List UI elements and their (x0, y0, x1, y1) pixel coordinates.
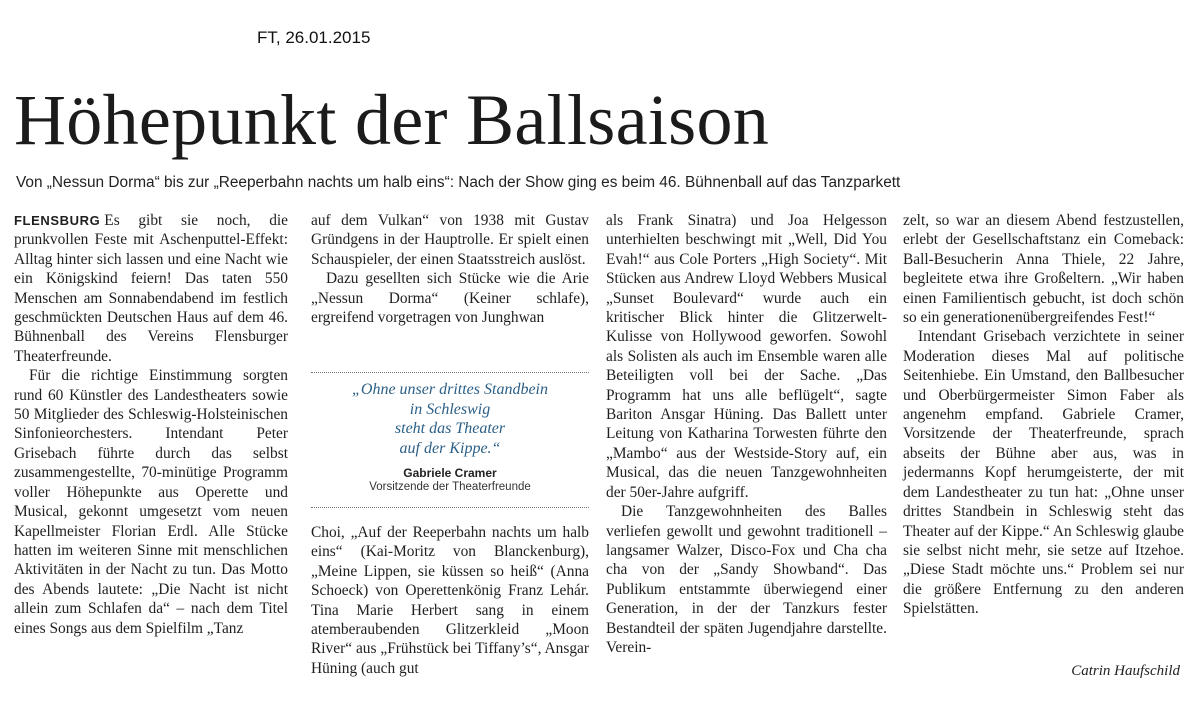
author-byline: Catrin Haufschild (1071, 663, 1180, 679)
quote-line: „Ohne unser drittes Standbein (352, 381, 548, 398)
paragraph (14, 211, 288, 366)
article-column-2 (311, 211, 589, 327)
source-date: FT, 26.01.2015 (257, 28, 371, 47)
paragraph: Intendant Grisebach verzichtete in seiner Moderation dieses Mal auf politische Seitenhiebe. Ein Umstand, den Ballbesucher und Oberbürgermeister Simon Faber als angenehm empfand. Gabriele Cramer, Vorsitzende der Theaterfreunde, sprach abseits der Bühne aber aus, was in jedermanns Kopf herumgeisterte, der mit dem Landestheater zu tun hat: „Ohne unser drittes Standbein in Schleswig steht das Theater auf der Kippe.“ An Schleswig glaube sie selbst nicht mehr, sie setze auf Itzehoe. „Diese Stadt möchte uns.“ Problem sei nur die größere Entfernung zu den anderen Spielstätten. (903, 328, 1184, 618)
paragraph: Dazu gesellten sich Stücke wie die Arie „Nessun Dorma“ (Keiner schlafe), ergreifend vorgetragen von Junghwan (311, 270, 589, 327)
pull-quote-author-role: Vorsitzende der Theaterfreunde (369, 481, 531, 493)
subheadline: Von „Nessun Dorma“ bis zur „Reeperbahn nachts um halb eins“: Nach der Show ging es beim 46. Bühnenball auf das Tanzparkett (16, 174, 901, 191)
article-column-4 (903, 211, 1184, 619)
paragraph: zelt, so war an diesem Abend festzustellen, erlebt der Gesellschaftstanz ein Comeback: Ball-Besucherin Anna Thiele, 22 Jahre, begleitete etwa ihre Großeltern. „Wir haben einen Familientisch gebucht, ist doch schön so ein generationenübergreifendes Fest!“ (903, 212, 1184, 327)
pull-quote-author: Gabriele Cramer (403, 466, 497, 480)
pull-quote-text (311, 380, 589, 458)
pull-quote (311, 372, 589, 508)
paragraph: Choi, „Auf der Reeperbahn nachts um halb eins“ (Kai-Moritz von Blanckenburg), „Meine Lippen, sie küssen so heiß“ (Anna Schoeck) von Operettenkönig Franz Lehár. Tina Marie Herbert sang in einem atemberaubenden Glitzerkleid „Moon River“ aus „Frühstück bei Tiffany’s“, Ansgar Hüning (auch gut (311, 524, 589, 677)
dateline: FLENSBURG (14, 213, 101, 228)
paragraph: als Frank Sinatra) und Joa Helgesson unterhielten beschwingt mit „Well, Did You Evah!“ aus Cole Porters „High Society“. Mit Stücken aus Andrew Lloyd Webbers Musical „Sunset Boulevard“ wurde auch ein kritischer Blick hinter die Glitzerwelt-Kulisse von Hollywood geworfen. Sowohl als Solisten als auch im Ensemble waren alle Beteiligten voll bei der Sache. „Das Programm hat uns alle beflügelt“, sagte Bariton Ansgar Hüning. Das Ballett unter Leitung von Katharina Torwesten führte den „Mambo“ aus der Westside-Story auf, ein Musical, das die neuen Tanzgewohnheiten der 50er-Jahre aufgriff. (606, 212, 887, 501)
paragraph: auf dem Vulkan“ von 1938 mit Gustav Gründgens in der Hauptrolle. Er spielt einen Schauspieler, der einen Staatsstreich auslöst. (311, 212, 589, 268)
quote-line: in Schleswig (409, 400, 491, 418)
article-column-3 (606, 211, 887, 657)
quote-line: auf der Kippe.“ (399, 439, 501, 457)
paragraph: Für die richtige Einstimmung sorgten rund 60 Künstler des Landestheaters sowie 50 Mitglieder des Schleswig-Holsteinischen Sinfonieorchesters. Intendant Peter Grisebach führte durch das selbst zusammengestellte, 70-minütige Programm voller Höhepunkte aus Operette und Musical, gekonnt umgesetzt vom neuen Kapellmeister Florian Erdl. Alle Stücke hatten im weiteren Sinne mit menschlichen Aktivitäten in der Nacht zu tun. Das Motto des Abends lautete: „Die Nacht ist nicht allein zum Schlafen da“ – nach dem Titel eines Songs aus dem Spielfilm „Tanz (14, 367, 288, 637)
headline: Höhepunkt der Ballsaison (14, 80, 770, 160)
quote-line: steht das Theater (394, 420, 506, 437)
article-column-1 (14, 211, 288, 638)
paragraph-text: Es gibt sie noch, die prunkvollen Feste mit Aschenputtel-Effekt: Alltag hinter sich lassen und eine Nacht wie ein Königskind feiern! Das taten 550 Menschen am Sonnabendabend im festlich geschmückten Deutschen Haus auf dem 46. Bühnenball des Vereins Flensburger Theaterfreunde. (14, 212, 288, 365)
paragraph: Die Tanzgewohnheiten des Balles verliefen gewollt und gewohnt traditionell – langsamer Walzer, Disco-Fox und Cha cha cha von der „Sandy Showband“. Das Publikum entstammte überwiegend einer Generation, in der der Tanzkurs fester Bestandteil der späten Jugendjahre darstellte. Verein- (606, 503, 887, 656)
article-column-2-continued (311, 523, 589, 678)
